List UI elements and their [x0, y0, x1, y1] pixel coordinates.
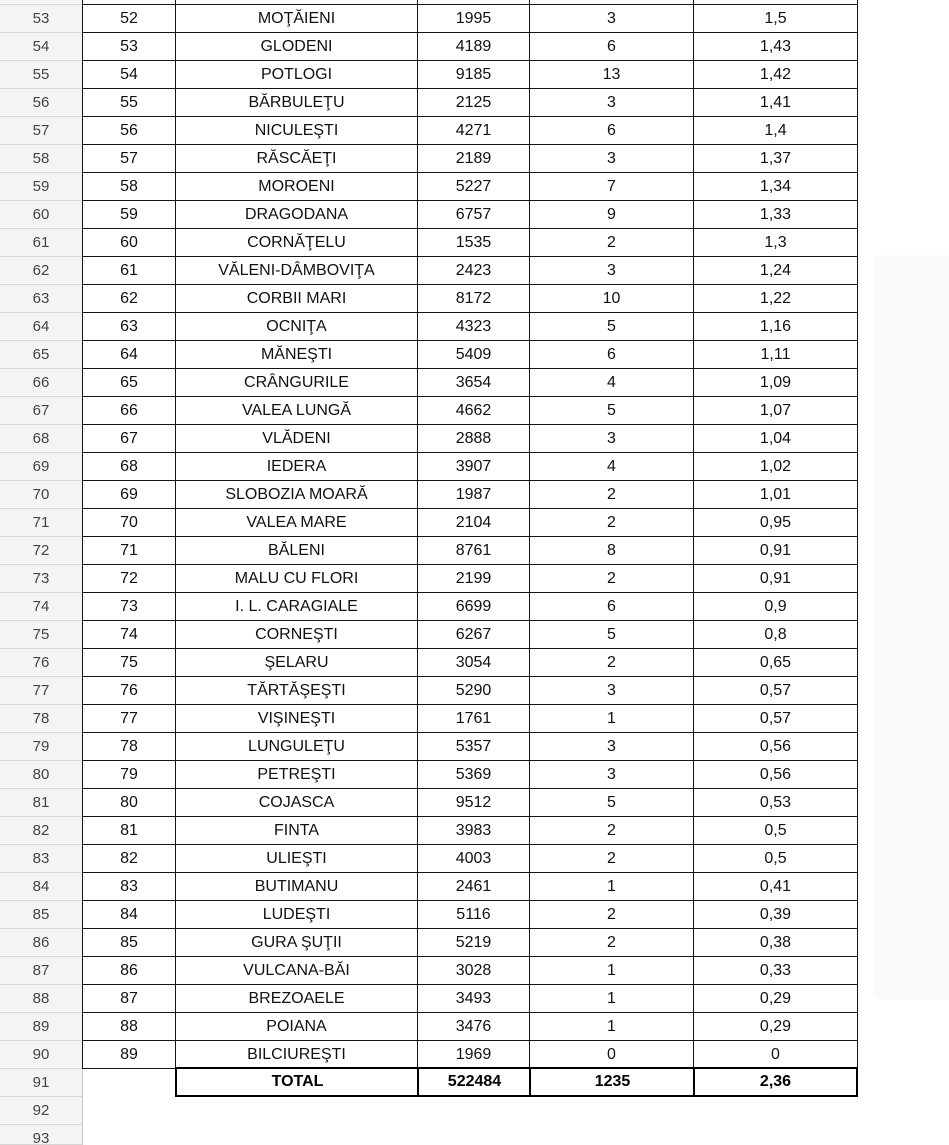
cell-rate[interactable]: 0,8: [694, 621, 858, 649]
cell-cases[interactable]: 6: [530, 33, 694, 61]
row-header[interactable]: 75: [0, 621, 83, 649]
row-header[interactable]: 84: [0, 873, 83, 901]
cell-population[interactable]: 2104: [418, 509, 530, 537]
table-row: [0, 397, 949, 425]
cell-rate[interactable]: 0,38: [694, 929, 858, 957]
cell-cases[interactable]: 3: [530, 677, 694, 705]
row-header[interactable]: 58: [0, 145, 83, 173]
cell-population[interactable]: 4323: [418, 313, 530, 341]
cell-cases[interactable]: 2: [530, 901, 694, 929]
row-header[interactable]: 72: [0, 537, 83, 565]
cell-population[interactable]: 3493: [418, 985, 530, 1013]
cell-cases[interactable]: 2: [530, 509, 694, 537]
row-header[interactable]: 54: [0, 33, 83, 61]
cell-locality[interactable]: BILCIUREŞTI: [176, 1041, 418, 1069]
cell-number[interactable]: 88: [82, 1013, 176, 1041]
cell-locality[interactable]: LUDEŞTI: [176, 901, 418, 929]
cell-rate[interactable]: 0,57: [694, 677, 858, 705]
cell-population[interactable]: 6757: [418, 201, 530, 229]
cell-population[interactable]: 1535: [418, 229, 530, 257]
cell-locality[interactable]: MĂNEŞTI: [176, 341, 418, 369]
row-header[interactable]: 68: [0, 425, 83, 453]
cell-cases[interactable]: 1: [530, 1013, 694, 1041]
cell-locality[interactable]: POIANA: [176, 1013, 418, 1041]
row-header[interactable]: 65: [0, 341, 83, 369]
cell-cases[interactable]: 2: [530, 481, 694, 509]
table-row: [0, 341, 949, 369]
cell-rate[interactable]: 1,34: [694, 173, 858, 201]
table-row: [0, 957, 949, 985]
cell-locality[interactable]: CORNĂŢELU: [176, 229, 418, 257]
cell-rate[interactable]: 1,07: [694, 397, 858, 425]
cell-cases[interactable]: 5: [530, 397, 694, 425]
cell-number[interactable]: 54: [82, 61, 176, 89]
row-header[interactable]: 82: [0, 817, 83, 845]
cell-population[interactable]: 5227: [418, 173, 530, 201]
cell-cases[interactable]: 5: [530, 313, 694, 341]
cell-number[interactable]: 53: [82, 33, 176, 61]
cell-number[interactable]: 77: [82, 705, 176, 733]
cell-locality[interactable]: MOŢĂIENI: [176, 5, 418, 33]
cell-cases[interactable]: 5: [530, 789, 694, 817]
cell-cases[interactable]: 3: [530, 733, 694, 761]
table-row: [0, 201, 949, 229]
row-header[interactable]: 79: [0, 733, 83, 761]
row-header[interactable]: 59: [0, 173, 83, 201]
cell-number[interactable]: 75: [82, 649, 176, 677]
cell-population[interactable]: 8172: [418, 285, 530, 313]
row-header[interactable]: 67: [0, 397, 83, 425]
table-row: [0, 285, 949, 313]
cell-population[interactable]: 6699: [418, 593, 530, 621]
cell-rate[interactable]: 1,24: [694, 257, 858, 285]
table-row: [0, 481, 949, 509]
cell-number[interactable]: 71: [82, 537, 176, 565]
cell-cases[interactable]: 5: [530, 621, 694, 649]
cell-population[interactable]: 2189: [418, 145, 530, 173]
row-header[interactable]: 74: [0, 593, 83, 621]
row-header[interactable]: 76: [0, 649, 83, 677]
cell-rate[interactable]: 1,41: [694, 89, 858, 117]
table-row: [0, 313, 949, 341]
cell-number[interactable]: 72: [82, 565, 176, 593]
row-header[interactable]: 69: [0, 453, 83, 481]
cell-population[interactable]: 5116: [418, 901, 530, 929]
cell-cases[interactable]: 3: [530, 145, 694, 173]
cell-population[interactable]: 1995: [418, 5, 530, 33]
cell-population[interactable]: 4003: [418, 845, 530, 873]
cell-number[interactable]: 69: [82, 481, 176, 509]
cell-population[interactable]: 5357: [418, 733, 530, 761]
cell-locality[interactable]: ŞELARU: [176, 649, 418, 677]
cell-rate[interactable]: 1,09: [694, 369, 858, 397]
cell-rate[interactable]: 1,42: [694, 61, 858, 89]
cell-rate[interactable]: 0,65: [694, 649, 858, 677]
cell-rate[interactable]: 1,43: [694, 33, 858, 61]
cell-locality[interactable]: VLĂDENI: [176, 425, 418, 453]
row-header[interactable]: 83: [0, 845, 83, 873]
cell-rate[interactable]: 1,01: [694, 481, 858, 509]
cell-rate[interactable]: 0,39: [694, 901, 858, 929]
cell-locality[interactable]: GLODENI: [176, 33, 418, 61]
cell-population[interactable]: 8761: [418, 537, 530, 565]
cell-rate[interactable]: 0,95: [694, 509, 858, 537]
cell-population[interactable]: 5369: [418, 761, 530, 789]
cell-locality[interactable]: VALEA LUNGĂ: [176, 397, 418, 425]
cell-locality[interactable]: VĂLENI-DÂMBOVIŢA: [176, 257, 418, 285]
cell-population[interactable]: 1969: [418, 1041, 530, 1069]
cell-population[interactable]: 4662: [418, 397, 530, 425]
cell-number[interactable]: 56: [82, 117, 176, 145]
cell-number[interactable]: 67: [82, 425, 176, 453]
row-header[interactable]: 91: [0, 1069, 83, 1097]
cell-rate[interactable]: 0,9: [694, 593, 858, 621]
cell-number[interactable]: 65: [82, 369, 176, 397]
cell-locality[interactable]: VIŞINEŞTI: [176, 705, 418, 733]
table-row: [0, 761, 949, 789]
cell-number[interactable]: 62: [82, 285, 176, 313]
cell-population[interactable]: 2423: [418, 257, 530, 285]
row-header[interactable]: 77: [0, 677, 83, 705]
cell-population[interactable]: 3983: [418, 817, 530, 845]
total-rate-cell[interactable]: 2,36: [693, 1067, 858, 1097]
cell-population[interactable]: 1761: [418, 705, 530, 733]
cell-rate[interactable]: 0: [694, 1041, 858, 1069]
cell-number[interactable]: 83: [82, 873, 176, 901]
cell-population[interactable]: 2461: [418, 873, 530, 901]
cell-locality[interactable]: MALU CU FLORI: [176, 565, 418, 593]
row-header[interactable]: 57: [0, 117, 83, 145]
row-header[interactable]: 93: [0, 1125, 83, 1145]
cell-rate[interactable]: 1,37: [694, 145, 858, 173]
cell-locality[interactable]: BĂLENI: [176, 537, 418, 565]
cell-number[interactable]: 81: [82, 817, 176, 845]
cell-rate[interactable]: 0,91: [694, 565, 858, 593]
table-row: [0, 537, 949, 565]
cell-number[interactable]: 73: [82, 593, 176, 621]
cell-number[interactable]: 55: [82, 89, 176, 117]
cell-cases[interactable]: 1: [530, 985, 694, 1013]
cell-number[interactable]: 74: [82, 621, 176, 649]
table-row: [0, 33, 949, 61]
table-row: [0, 621, 949, 649]
row-header[interactable]: 89: [0, 1013, 83, 1041]
cell-cases[interactable]: 3: [530, 425, 694, 453]
cell-rate[interactable]: 1,16: [694, 313, 858, 341]
row-header[interactable]: 56: [0, 89, 83, 117]
cell-number[interactable]: 58: [82, 173, 176, 201]
cell-cases[interactable]: 3: [530, 761, 694, 789]
cell-locality[interactable]: MOROENI: [176, 173, 418, 201]
cell-locality[interactable]: BĂRBULEŢU: [176, 89, 418, 117]
cell-rate[interactable]: 0,57: [694, 705, 858, 733]
cell-locality[interactable]: COJASCA: [176, 789, 418, 817]
cell-cases[interactable]: 3: [530, 89, 694, 117]
cell-cases[interactable]: 2: [530, 817, 694, 845]
cell-rate[interactable]: 0,56: [694, 761, 858, 789]
cell-locality[interactable]: VULCANA-BĂI: [176, 957, 418, 985]
table-row: [0, 1013, 949, 1041]
cell-population[interactable]: 4189: [418, 33, 530, 61]
row-header[interactable]: 64: [0, 313, 83, 341]
cell-number[interactable]: 57: [82, 145, 176, 173]
table-row: [0, 705, 949, 733]
row-header[interactable]: 61: [0, 229, 83, 257]
row-header[interactable]: 88: [0, 985, 83, 1013]
row-header[interactable]: 60: [0, 201, 83, 229]
row-header[interactable]: 80: [0, 761, 83, 789]
cell-cases[interactable]: 2: [530, 229, 694, 257]
cell-population[interactable]: 2888: [418, 425, 530, 453]
cell-cases[interactable]: 8: [530, 537, 694, 565]
cell-locality[interactable]: ULIEŞTI: [176, 845, 418, 873]
cell-number[interactable]: 63: [82, 313, 176, 341]
cell-locality[interactable]: LUNGULEŢU: [176, 733, 418, 761]
cell-number[interactable]: 64: [82, 341, 176, 369]
cell-population[interactable]: 3476: [418, 1013, 530, 1041]
cell-locality[interactable]: PETREŞTI: [176, 761, 418, 789]
cell-population[interactable]: 6267: [418, 621, 530, 649]
cell-population[interactable]: 3654: [418, 369, 530, 397]
cell-population[interactable]: 3054: [418, 649, 530, 677]
cell-population[interactable]: 3907: [418, 453, 530, 481]
table-row: [0, 89, 949, 117]
cell-population[interactable]: 9512: [418, 789, 530, 817]
table-row: [0, 61, 949, 89]
cell-locality[interactable]: BUTIMANU: [176, 873, 418, 901]
table-row: [0, 369, 949, 397]
cell-locality[interactable]: NICULEŞTI: [176, 117, 418, 145]
cell-cases[interactable]: 3: [530, 257, 694, 285]
cell-number[interactable]: 82: [82, 845, 176, 873]
cell-cases[interactable]: 10: [530, 285, 694, 313]
cell-rate[interactable]: 0,53: [694, 789, 858, 817]
cell-cases[interactable]: 6: [530, 593, 694, 621]
cell-cases[interactable]: 4: [530, 453, 694, 481]
row-header[interactable]: 90: [0, 1041, 83, 1069]
table-row: [0, 901, 949, 929]
cell-rate[interactable]: 1,02: [694, 453, 858, 481]
table-row: [0, 145, 949, 173]
cell-rate[interactable]: 1,11: [694, 341, 858, 369]
cell-rate[interactable]: 0,5: [694, 845, 858, 873]
cell-rate[interactable]: 1,3: [694, 229, 858, 257]
cell-cases[interactable]: 2: [530, 565, 694, 593]
cell-locality[interactable]: CRÂNGURILE: [176, 369, 418, 397]
cell-locality[interactable]: VALEA MARE: [176, 509, 418, 537]
cell-cases[interactable]: 0: [530, 1041, 694, 1069]
cell-population[interactable]: 5219: [418, 929, 530, 957]
cell-population[interactable]: 2199: [418, 565, 530, 593]
table-row: [0, 985, 949, 1013]
cell-locality[interactable]: GURA ŞUŢII: [176, 929, 418, 957]
cell-population[interactable]: 4271: [418, 117, 530, 145]
cell-number[interactable]: 70: [82, 509, 176, 537]
table-row: [0, 593, 949, 621]
cell-locality[interactable]: IEDERA: [176, 453, 418, 481]
cell-number[interactable]: 84: [82, 901, 176, 929]
row-header[interactable]: 53: [0, 5, 83, 33]
cell-cases[interactable]: 4: [530, 369, 694, 397]
cell-population[interactable]: 5409: [418, 341, 530, 369]
cell-number[interactable]: 52: [82, 5, 176, 33]
row-header[interactable]: 87: [0, 957, 83, 985]
table-row: [0, 425, 949, 453]
cell-number[interactable]: 87: [82, 985, 176, 1013]
cell-cases[interactable]: 6: [530, 341, 694, 369]
table-row: [0, 117, 949, 145]
row-header[interactable]: 70: [0, 481, 83, 509]
total-population-cell[interactable]: 522484: [417, 1067, 532, 1097]
cell-rate[interactable]: 0,41: [694, 873, 858, 901]
table-row: [0, 845, 949, 873]
table-row: [0, 733, 949, 761]
row-header[interactable]: 71: [0, 509, 83, 537]
cell-cases[interactable]: 1: [530, 873, 694, 901]
cell-number[interactable]: 79: [82, 761, 176, 789]
cell-number[interactable]: 85: [82, 929, 176, 957]
cell-rate[interactable]: 1,33: [694, 201, 858, 229]
cell-rate[interactable]: 1,5: [694, 5, 858, 33]
cell-number[interactable]: 76: [82, 677, 176, 705]
cell-cases[interactable]: 2: [530, 845, 694, 873]
cell-cases[interactable]: 2: [530, 649, 694, 677]
row-header[interactable]: 86: [0, 929, 83, 957]
table-row: [0, 929, 949, 957]
cell-locality[interactable]: I. L. CARAGIALE: [176, 593, 418, 621]
cell-population[interactable]: 5290: [418, 677, 530, 705]
cell-rate[interactable]: 0,33: [694, 957, 858, 985]
cell-number[interactable]: 66: [82, 397, 176, 425]
cell-locality[interactable]: SLOBOZIA MOARĂ: [176, 481, 418, 509]
cell-number[interactable]: 86: [82, 957, 176, 985]
row-header[interactable]: 55: [0, 61, 83, 89]
cell-locality[interactable]: CORNEŞTI: [176, 621, 418, 649]
table-row: [0, 173, 949, 201]
cell-cases[interactable]: 9: [530, 201, 694, 229]
cell-rate[interactable]: 1,4: [694, 117, 858, 145]
cell-rate[interactable]: 0,29: [694, 1013, 858, 1041]
row-header[interactable]: 85: [0, 901, 83, 929]
cell-rate[interactable]: 0,29: [694, 985, 858, 1013]
table-row: [0, 5, 949, 33]
cell-locality[interactable]: BREZOAELE: [176, 985, 418, 1013]
cell-cases[interactable]: 2: [530, 929, 694, 957]
row-header[interactable]: 81: [0, 789, 83, 817]
row-header[interactable]: 92: [0, 1097, 83, 1125]
total-label-cell[interactable]: TOTAL: [175, 1067, 420, 1097]
row-header[interactable]: 66: [0, 369, 83, 397]
row-header[interactable]: 63: [0, 285, 83, 313]
table-row: [0, 817, 949, 845]
cell-locality[interactable]: POTLOGI: [176, 61, 418, 89]
cell-locality[interactable]: TĂRTĂŞEŞTI: [176, 677, 418, 705]
cell-cases[interactable]: 1: [530, 705, 694, 733]
table-row: [0, 789, 949, 817]
total-cases-cell[interactable]: 1235: [529, 1067, 696, 1097]
cell-number[interactable]: 80: [82, 789, 176, 817]
cell-number[interactable]: 78: [82, 733, 176, 761]
cell-number[interactable]: 89: [82, 1041, 176, 1069]
table-row: [0, 229, 949, 257]
table-row: [0, 649, 949, 677]
row-header[interactable]: 73: [0, 565, 83, 593]
cell-population[interactable]: 1987: [418, 481, 530, 509]
cell-number[interactable]: 60: [82, 229, 176, 257]
cell-cases[interactable]: 13: [530, 61, 694, 89]
cell-locality[interactable]: DRAGODANA: [176, 201, 418, 229]
cell-rate[interactable]: 1,04: [694, 425, 858, 453]
cell-cases[interactable]: 1: [530, 957, 694, 985]
cell-cases[interactable]: 7: [530, 173, 694, 201]
cell-locality[interactable]: OCNIŢA: [176, 313, 418, 341]
cell-population[interactable]: 2125: [418, 89, 530, 117]
cell-locality[interactable]: FINTA: [176, 817, 418, 845]
row-header[interactable]: 78: [0, 705, 83, 733]
cell-rate[interactable]: 0,5: [694, 817, 858, 845]
table-row: [0, 257, 949, 285]
cell-locality[interactable]: RĂSCĂEŢI: [176, 145, 418, 173]
table-row: [0, 509, 949, 537]
table-row: [0, 1041, 949, 1069]
row-header[interactable]: 62: [0, 257, 83, 285]
cell-number[interactable]: 59: [82, 201, 176, 229]
cell-population[interactable]: 3028: [418, 957, 530, 985]
cell-locality[interactable]: CORBII MARI: [176, 285, 418, 313]
table-row: [0, 873, 949, 901]
cell-cases[interactable]: 3: [530, 5, 694, 33]
cell-rate[interactable]: 0,56: [694, 733, 858, 761]
table-row: [0, 565, 949, 593]
table-row: [0, 453, 949, 481]
cell-population[interactable]: 9185: [418, 61, 530, 89]
cell-cases[interactable]: 6: [530, 117, 694, 145]
cell-number[interactable]: 61: [82, 257, 176, 285]
cell-rate[interactable]: 1,22: [694, 285, 858, 313]
cell-rate[interactable]: 0,91: [694, 537, 858, 565]
table-row: [0, 677, 949, 705]
cell-number[interactable]: 68: [82, 453, 176, 481]
